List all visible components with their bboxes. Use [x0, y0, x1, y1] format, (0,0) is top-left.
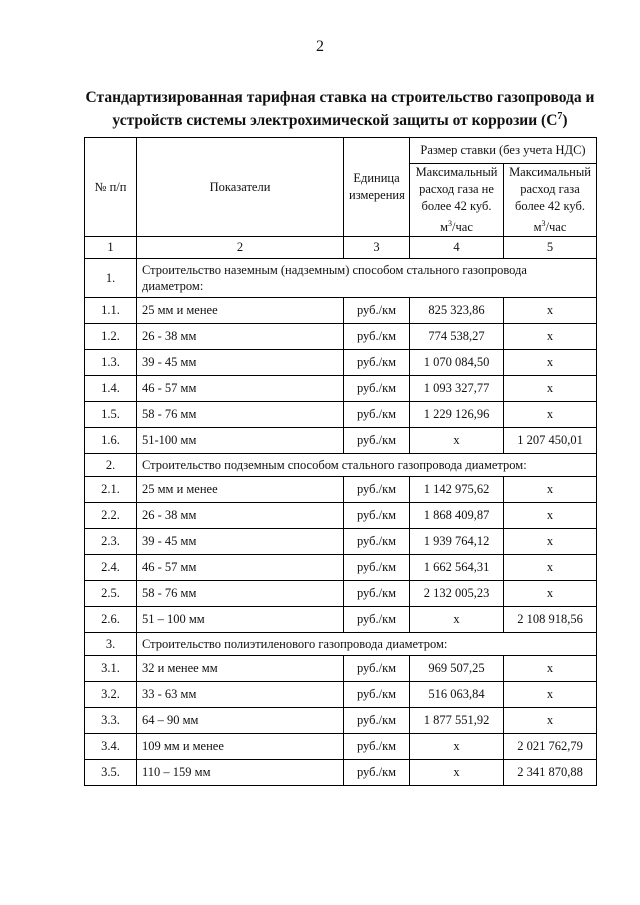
- section-title: Строительство подземным способом стального газопровода диаметром:: [137, 454, 597, 477]
- page-number: 2: [316, 38, 324, 55]
- table-row: [85, 529, 597, 555]
- row-indicator: 46 - 57 мм: [137, 376, 344, 402]
- header-number-5: 5: [504, 237, 597, 259]
- row-value-a: 1 142 975,62: [410, 477, 504, 503]
- row-indicator: 25 мм и менее: [137, 298, 344, 324]
- row-unit: руб./км: [344, 503, 410, 529]
- table-row: [85, 760, 597, 786]
- row-number: 2.3.: [85, 529, 137, 555]
- row-unit: руб./км: [344, 581, 410, 607]
- header-col-b-suffix: /час: [545, 220, 567, 235]
- row-indicator: 58 - 76 мм: [137, 402, 344, 428]
- section-number: 1.: [85, 259, 137, 298]
- row-value-b: х: [504, 503, 597, 529]
- row-value-b: х: [504, 298, 597, 324]
- row-value-a: 1 877 551,92: [410, 708, 504, 734]
- row-unit: руб./км: [344, 607, 410, 633]
- table-row: [85, 607, 597, 633]
- row-value-b: 1 207 450,01: [504, 428, 597, 454]
- title-line-2-text: устройств системы электрохимической защиты от коррозии (С: [112, 112, 558, 130]
- header-number-4: 4: [410, 237, 504, 259]
- row-value-a: 825 323,86: [410, 298, 504, 324]
- row-number: 2.5.: [85, 581, 137, 607]
- row-value-a: 516 063,84: [410, 682, 504, 708]
- row-value-b: х: [504, 581, 597, 607]
- row-number: 1.5.: [85, 402, 137, 428]
- row-number: 2.4.: [85, 555, 137, 581]
- row-value-a: 1 229 126,96: [410, 402, 504, 428]
- row-indicator: 26 - 38 мм: [137, 324, 344, 350]
- row-number: 2.2.: [85, 503, 137, 529]
- row-number: 3.4.: [85, 734, 137, 760]
- row-value-b: х: [504, 350, 597, 376]
- row-indicator: 25 мм и менее: [137, 477, 344, 503]
- row-value-b: 2 341 870,88: [504, 760, 597, 786]
- row-indicator: 51-100 мм: [137, 428, 344, 454]
- row-indicator: 64 – 90 мм: [137, 708, 344, 734]
- row-value-a: 1 662 564,31: [410, 555, 504, 581]
- section-number: 3.: [85, 633, 137, 656]
- section-row: [85, 454, 597, 477]
- table-row: [85, 428, 597, 454]
- row-value-b: 2 108 918,56: [504, 607, 597, 633]
- row-number: 3.2.: [85, 682, 137, 708]
- row-value-a: 774 538,27: [410, 324, 504, 350]
- header-col-b-sup: 3: [541, 219, 546, 228]
- section-title: Строительство наземным (надземным) способом стального газопровода диаметром:: [137, 259, 597, 298]
- row-value-a: х: [410, 428, 504, 454]
- row-indicator: 46 - 57 мм: [137, 555, 344, 581]
- title-line-1: Стандартизированная тарифная ставка на строительство газопровода и: [85, 89, 595, 106]
- row-number: 3.3.: [85, 708, 137, 734]
- row-unit: руб./км: [344, 376, 410, 402]
- header-col-b: [504, 164, 597, 237]
- row-unit: руб./км: [344, 708, 410, 734]
- table-row: [85, 350, 597, 376]
- header-col-a: [410, 164, 504, 237]
- row-number: 1.1.: [85, 298, 137, 324]
- row-number: 1.2.: [85, 324, 137, 350]
- header-number-1: 1: [85, 237, 137, 259]
- row-unit: руб./км: [344, 734, 410, 760]
- header-col-a-sup: 3: [448, 219, 453, 228]
- row-value-b: х: [504, 324, 597, 350]
- row-indicator: 58 - 76 мм: [137, 581, 344, 607]
- row-unit: руб./км: [344, 656, 410, 682]
- title-superscript: 7: [557, 111, 563, 122]
- row-number: 2.6.: [85, 607, 137, 633]
- row-value-a: 1 093 327,77: [410, 376, 504, 402]
- row-value-b: х: [504, 402, 597, 428]
- row-number: 1.3.: [85, 350, 137, 376]
- row-value-a: 1 939 764,12: [410, 529, 504, 555]
- row-value-b: х: [504, 376, 597, 402]
- row-number: 1.6.: [85, 428, 137, 454]
- row-unit: руб./км: [344, 324, 410, 350]
- table-row: [85, 298, 597, 324]
- header-indicator: Показатели: [137, 138, 344, 237]
- table-row: [85, 656, 597, 682]
- row-value-a: х: [410, 607, 504, 633]
- tariff-table: [84, 137, 597, 786]
- table-row: [85, 682, 597, 708]
- section-title: Строительство полиэтиленового газопровода диаметром:: [137, 633, 597, 656]
- row-value-a: х: [410, 760, 504, 786]
- row-value-a: 1 070 084,50: [410, 350, 504, 376]
- section-number: 2.: [85, 454, 137, 477]
- row-unit: руб./км: [344, 477, 410, 503]
- row-value-b: х: [504, 529, 597, 555]
- row-unit: руб./км: [344, 555, 410, 581]
- table-row: [85, 402, 597, 428]
- row-value-a: 969 507,25: [410, 656, 504, 682]
- row-value-a: х: [410, 734, 504, 760]
- row-unit: руб./км: [344, 350, 410, 376]
- table-row: [85, 708, 597, 734]
- header-col-a-suffix: /час: [452, 220, 473, 235]
- row-indicator: 26 - 38 мм: [137, 503, 344, 529]
- row-indicator: 39 - 45 мм: [137, 529, 344, 555]
- row-value-a: 2 132 005,23: [410, 581, 504, 607]
- row-value-b: 2 021 762,79: [504, 734, 597, 760]
- row-indicator: 33 - 63 мм: [137, 682, 344, 708]
- section-row: [85, 633, 597, 656]
- table-row: [85, 477, 597, 503]
- row-value-a: 1 868 409,87: [410, 503, 504, 529]
- row-unit: руб./км: [344, 428, 410, 454]
- row-number: 3.1.: [85, 656, 137, 682]
- row-value-b: х: [504, 656, 597, 682]
- title-closing: ): [562, 112, 568, 130]
- header-col-b-text: Максимальный расход газа более 42 куб. м: [509, 165, 591, 235]
- row-indicator: 110 – 159 мм: [137, 760, 344, 786]
- row-value-b: х: [504, 477, 597, 503]
- row-unit: руб./км: [344, 402, 410, 428]
- row-indicator: 32 и менее мм: [137, 656, 344, 682]
- tariff-body: [85, 259, 597, 786]
- header-unit: Единица измерения: [344, 138, 410, 237]
- header-rate-group: Размер ставки (без учета НДС): [410, 138, 597, 164]
- row-value-b: х: [504, 682, 597, 708]
- title-line-2: [60, 107, 620, 130]
- row-indicator: 39 - 45 мм: [137, 350, 344, 376]
- table-row: [85, 503, 597, 529]
- header-number-3: 3: [344, 237, 410, 259]
- row-number: 1.4.: [85, 376, 137, 402]
- row-number: 2.1.: [85, 477, 137, 503]
- row-indicator: 51 – 100 мм: [137, 607, 344, 633]
- document-title: [60, 88, 620, 130]
- row-value-b: х: [504, 708, 597, 734]
- header-num: № п/п: [85, 138, 137, 237]
- row-indicator: 109 мм и менее: [137, 734, 344, 760]
- table-row: [85, 324, 597, 350]
- section-row: [85, 259, 597, 298]
- table-row: [85, 581, 597, 607]
- row-unit: руб./км: [344, 298, 410, 324]
- table-row: [85, 734, 597, 760]
- row-unit: руб./км: [344, 529, 410, 555]
- row-unit: руб./км: [344, 760, 410, 786]
- row-number: 3.5.: [85, 760, 137, 786]
- header-col-a-text: Максимальный расход газа не более 42 куб. м: [415, 165, 498, 235]
- header-number-2: 2: [137, 237, 344, 259]
- row-value-b: х: [504, 555, 597, 581]
- table-row: [85, 376, 597, 402]
- row-unit: руб./км: [344, 682, 410, 708]
- table-row: [85, 555, 597, 581]
